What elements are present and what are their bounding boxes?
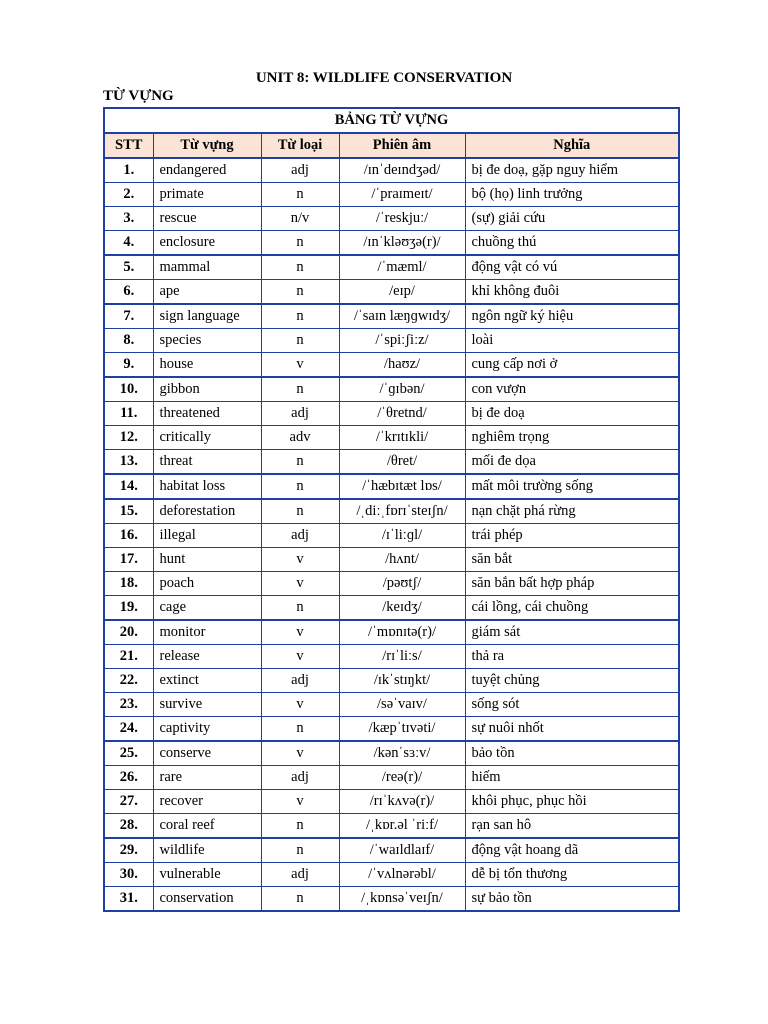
vocab-word: enclosure <box>153 231 261 256</box>
part-of-speech: n <box>261 450 339 475</box>
vocab-word: hunt <box>153 548 261 572</box>
pronunciation: /ˈkrɪtɪkli/ <box>339 426 465 450</box>
table-row <box>104 790 679 814</box>
table-row <box>104 863 679 887</box>
part-of-speech: v <box>261 741 339 766</box>
meaning: săn bắn bất hợp pháp <box>465 572 679 596</box>
vocab-word: monitor <box>153 620 261 645</box>
meaning: mối đe dọa <box>465 450 679 475</box>
vocab-word: recover <box>153 790 261 814</box>
meaning: trái phép <box>465 524 679 548</box>
table-row <box>104 669 679 693</box>
vocab-word: species <box>153 329 261 353</box>
table-row <box>104 426 679 450</box>
meaning: giám sát <box>465 620 679 645</box>
pronunciation: /haʊz/ <box>339 353 465 378</box>
pronunciation: /səˈvaɪv/ <box>339 693 465 717</box>
vocab-word: release <box>153 645 261 669</box>
table-row <box>104 717 679 742</box>
table-row <box>104 887 679 912</box>
table-row <box>104 572 679 596</box>
part-of-speech: v <box>261 572 339 596</box>
table-row <box>104 474 679 499</box>
table-body <box>104 158 679 911</box>
row-number: 20. <box>104 620 153 645</box>
meaning: cái lồng, cái chuồng <box>465 596 679 621</box>
part-of-speech: n <box>261 717 339 742</box>
row-number: 12. <box>104 426 153 450</box>
pronunciation: /ˈpraɪmeɪt/ <box>339 183 465 207</box>
part-of-speech: v <box>261 548 339 572</box>
pronunciation: /ˌkɒnsəˈveɪʃn/ <box>339 887 465 912</box>
meaning: sống sót <box>465 693 679 717</box>
meaning: cung cấp nơi ở <box>465 353 679 378</box>
vocab-word: critically <box>153 426 261 450</box>
part-of-speech: n <box>261 887 339 912</box>
table-row <box>104 377 679 402</box>
row-number: 4. <box>104 231 153 256</box>
part-of-speech: adj <box>261 402 339 426</box>
row-number: 14. <box>104 474 153 499</box>
meaning: tuyệt chủng <box>465 669 679 693</box>
row-number: 31. <box>104 887 153 912</box>
meaning: thả ra <box>465 645 679 669</box>
vocab-word: threatened <box>153 402 261 426</box>
table-row <box>104 596 679 621</box>
vocab-word: conserve <box>153 741 261 766</box>
pronunciation: /ˈsaɪn læŋɡwɪdʒ/ <box>339 304 465 329</box>
header-pronunciation: Phiên âm <box>339 133 465 158</box>
pronunciation: /ɪnˈkləʊʒə(r)/ <box>339 231 465 256</box>
part-of-speech: n <box>261 183 339 207</box>
table-row <box>104 693 679 717</box>
vocab-word: house <box>153 353 261 378</box>
part-of-speech: v <box>261 693 339 717</box>
meaning: ngôn ngữ ký hiệu <box>465 304 679 329</box>
table-row <box>104 620 679 645</box>
vocab-word: threat <box>153 450 261 475</box>
part-of-speech: v <box>261 620 339 645</box>
row-number: 5. <box>104 255 153 280</box>
meaning: động vật hoang dã <box>465 838 679 863</box>
table-row <box>104 280 679 305</box>
vocab-word: conservation <box>153 887 261 912</box>
row-number: 30. <box>104 863 153 887</box>
table-caption-row <box>104 108 679 133</box>
pronunciation: /pəʊtʃ/ <box>339 572 465 596</box>
row-number: 18. <box>104 572 153 596</box>
pronunciation: /ɪnˈdeɪndʒəd/ <box>339 158 465 183</box>
meaning: sự bảo tồn <box>465 887 679 912</box>
part-of-speech: adj <box>261 524 339 548</box>
table-row <box>104 814 679 839</box>
part-of-speech: n <box>261 377 339 402</box>
table-row <box>104 838 679 863</box>
pronunciation: /kæpˈtɪvəti/ <box>339 717 465 742</box>
vocab-word: wildlife <box>153 838 261 863</box>
pronunciation: /reə(r)/ <box>339 766 465 790</box>
part-of-speech: n <box>261 474 339 499</box>
meaning: nạn chặt phá rừng <box>465 499 679 524</box>
document-title: UNIT 8: WILDLIFE CONSERVATION <box>255 70 513 86</box>
pronunciation: /ˈmɒnɪtə(r)/ <box>339 620 465 645</box>
meaning: khôi phục, phục hồi <box>465 790 679 814</box>
vocab-word: coral reef <box>153 814 261 839</box>
row-number: 28. <box>104 814 153 839</box>
table-header-row <box>104 133 679 158</box>
table-row <box>104 499 679 524</box>
pronunciation: /ˈreskjuː/ <box>339 207 465 231</box>
table-row <box>104 645 679 669</box>
table-row <box>104 158 679 183</box>
row-number: 19. <box>104 596 153 621</box>
part-of-speech: v <box>261 353 339 378</box>
table-row <box>104 183 679 207</box>
vocab-word: poach <box>153 572 261 596</box>
pronunciation: /ˈθretnd/ <box>339 402 465 426</box>
meaning: bị đe doạ <box>465 402 679 426</box>
pronunciation: /keɪdʒ/ <box>339 596 465 621</box>
meaning: khỉ không đuôi <box>465 280 679 305</box>
pronunciation: /ˈvʌlnərəbl/ <box>339 863 465 887</box>
pronunciation: /θret/ <box>339 450 465 475</box>
meaning: bộ (họ) linh trưởng <box>465 183 679 207</box>
header-part-of-speech: Từ loại <box>261 133 339 158</box>
vocab-word: habitat loss <box>153 474 261 499</box>
vocabulary-table <box>103 107 680 912</box>
part-of-speech: n <box>261 255 339 280</box>
part-of-speech: adj <box>261 158 339 183</box>
table-row <box>104 231 679 256</box>
row-number: 22. <box>104 669 153 693</box>
row-number: 23. <box>104 693 153 717</box>
meaning: mất môi trường sống <box>465 474 679 499</box>
meaning: chuồng thú <box>465 231 679 256</box>
table-row <box>104 329 679 353</box>
part-of-speech: adv <box>261 426 339 450</box>
pronunciation: /ɪˈliːɡl/ <box>339 524 465 548</box>
table-row <box>104 402 679 426</box>
section-heading: TỪ VỰNG <box>103 88 174 104</box>
part-of-speech: n <box>261 231 339 256</box>
part-of-speech: n <box>261 814 339 839</box>
part-of-speech: v <box>261 790 339 814</box>
table-row <box>104 207 679 231</box>
row-number: 13. <box>104 450 153 475</box>
part-of-speech: n <box>261 329 339 353</box>
meaning: săn bắt <box>465 548 679 572</box>
row-number: 10. <box>104 377 153 402</box>
table-row <box>104 255 679 280</box>
table-row <box>104 304 679 329</box>
table-row <box>104 741 679 766</box>
pronunciation: /kənˈsɜːv/ <box>339 741 465 766</box>
vocab-word: survive <box>153 693 261 717</box>
row-number: 16. <box>104 524 153 548</box>
pronunciation: /ɪkˈstɪŋkt/ <box>339 669 465 693</box>
part-of-speech: n <box>261 280 339 305</box>
row-number: 7. <box>104 304 153 329</box>
header-meaning: Nghĩa <box>465 133 679 158</box>
table-caption: BẢNG TỪ VỰNG <box>104 108 679 133</box>
vocab-word: gibbon <box>153 377 261 402</box>
vocab-word: illegal <box>153 524 261 548</box>
vocab-word: deforestation <box>153 499 261 524</box>
pronunciation: /ˈwaɪldlaɪf/ <box>339 838 465 863</box>
row-number: 8. <box>104 329 153 353</box>
header-stt: STT <box>104 133 153 158</box>
pronunciation: /ˈhæbɪtæt lɒs/ <box>339 474 465 499</box>
part-of-speech: adj <box>261 669 339 693</box>
part-of-speech: adj <box>261 766 339 790</box>
meaning: sự nuôi nhốt <box>465 717 679 742</box>
vocab-word: sign language <box>153 304 261 329</box>
pronunciation: /ˌdiːˌfɒrɪˈsteɪʃn/ <box>339 499 465 524</box>
row-number: 21. <box>104 645 153 669</box>
meaning: loài <box>465 329 679 353</box>
row-number: 25. <box>104 741 153 766</box>
vocab-word: primate <box>153 183 261 207</box>
meaning: con vượn <box>465 377 679 402</box>
pronunciation: /rɪˈliːs/ <box>339 645 465 669</box>
row-number: 24. <box>104 717 153 742</box>
vocab-word: mammal <box>153 255 261 280</box>
meaning: động vật có vú <box>465 255 679 280</box>
row-number: 11. <box>104 402 153 426</box>
part-of-speech: n <box>261 596 339 621</box>
row-number: 6. <box>104 280 153 305</box>
pronunciation: /eɪp/ <box>339 280 465 305</box>
part-of-speech: n/v <box>261 207 339 231</box>
meaning: (sự) giải cứu <box>465 207 679 231</box>
table-row <box>104 524 679 548</box>
meaning: hiếm <box>465 766 679 790</box>
row-number: 9. <box>104 353 153 378</box>
table-row <box>104 766 679 790</box>
row-number: 1. <box>104 158 153 183</box>
vocab-word: vulnerable <box>153 863 261 887</box>
vocab-word: captivity <box>153 717 261 742</box>
meaning: bảo tồn <box>465 741 679 766</box>
part-of-speech: adj <box>261 863 339 887</box>
row-number: 17. <box>104 548 153 572</box>
pronunciation: /ˌkɒr.əl ˈriːf/ <box>339 814 465 839</box>
table-row <box>104 353 679 378</box>
meaning: dễ bị tổn thương <box>465 863 679 887</box>
part-of-speech: n <box>261 304 339 329</box>
header-word: Từ vựng <box>153 133 261 158</box>
row-number: 27. <box>104 790 153 814</box>
row-number: 15. <box>104 499 153 524</box>
vocab-word: ape <box>153 280 261 305</box>
row-number: 3. <box>104 207 153 231</box>
meaning: rạn san hô <box>465 814 679 839</box>
row-number: 29. <box>104 838 153 863</box>
table-row <box>104 450 679 475</box>
row-number: 2. <box>104 183 153 207</box>
pronunciation: /hʌnt/ <box>339 548 465 572</box>
table-row <box>104 548 679 572</box>
row-number: 26. <box>104 766 153 790</box>
pronunciation: /ˈmæml/ <box>339 255 465 280</box>
meaning: bị đe doạ, gặp nguy hiểm <box>465 158 679 183</box>
part-of-speech: n <box>261 499 339 524</box>
pronunciation: /rɪˈkʌvə(r)/ <box>339 790 465 814</box>
part-of-speech: v <box>261 645 339 669</box>
pronunciation: /ˈspiːʃiːz/ <box>339 329 465 353</box>
vocab-word: rescue <box>153 207 261 231</box>
part-of-speech: n <box>261 838 339 863</box>
pronunciation: /ˈɡɪbən/ <box>339 377 465 402</box>
vocab-word: rare <box>153 766 261 790</box>
vocab-word: cage <box>153 596 261 621</box>
meaning: nghiêm trọng <box>465 426 679 450</box>
vocab-word: extinct <box>153 669 261 693</box>
vocab-word: endangered <box>153 158 261 183</box>
